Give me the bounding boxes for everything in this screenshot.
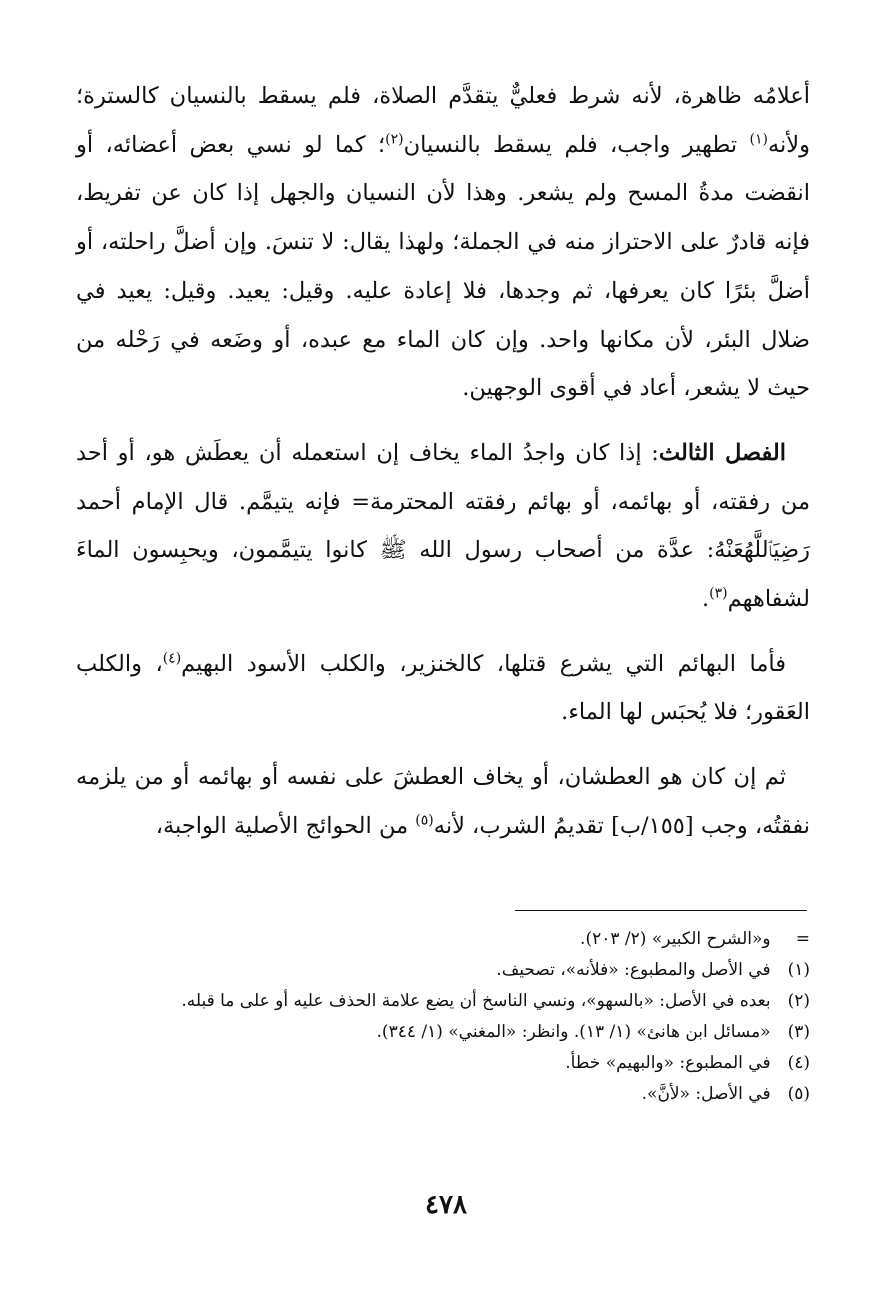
- footnote-number: (١): [787, 960, 810, 980]
- footnote-text: «مسائل ابن هانئ» (١/ ١٣). وانظر: «المغني» (١/ ٣٤٤).: [376, 1022, 771, 1042]
- paragraph-2: [76, 429, 810, 624]
- footnote-3: [76, 1017, 810, 1048]
- footnote-text: في الأصل والمطبوع: «فلأنه»، تصحيف.: [496, 960, 771, 980]
- section-heading: الفصل الثالث: [658, 439, 786, 466]
- footnote-number: (٤): [787, 1053, 810, 1073]
- paragraph-text: من الحوائج الأصلية الواجبة،: [155, 812, 416, 839]
- footnote-marker-2[interactable]: (٢): [385, 131, 404, 148]
- paragraph-text: .: [701, 586, 710, 613]
- paragraph-text: ، والكلب العَقور؛ فلا يُحبَس لها الماء.: [76, 650, 810, 726]
- footnote-number: (٢): [787, 991, 810, 1011]
- page-number: ٤٧٨: [425, 1190, 467, 1220]
- footnote-continuation: [76, 924, 810, 955]
- footnote-4: [76, 1048, 810, 1079]
- footnote-text: في المطبوع: «والبهيم» خطأ.: [565, 1053, 771, 1073]
- main-text: [76, 72, 810, 851]
- paragraph-1: [76, 72, 810, 413]
- footnote-number: (٥): [787, 1084, 810, 1104]
- footnote-1: [76, 955, 810, 986]
- footnote-marker-5[interactable]: (٥): [415, 812, 434, 829]
- footnote-number: (٣): [787, 1022, 810, 1042]
- paragraph-text: ؛ كما لو نسي بعض أعضائه، أو انقضت مدةُ المسح ولم يشعر. وهذا لأن النسيان والجهل إذا كان عن تفريط، فإنه قادرٌ على الاحتراز منه في الجملة؛ ولهذا يقال: لا تنسَ. وإن أضلَّ راحلته، أو أضلَّ بئرًا كان يعرفها، ثم وجدها، فلا إعادة عليه. وقيل: يعيد. وقيل: يعيد في ضلال البئر، لأن مكانها واحد. وإن كان الماء مع عبده، أو وضَعه في رَحْله من حيث لا يشعر، أعاد في أقوى الوجهين.: [76, 131, 810, 402]
- footnote-text: بعده في الأصل: «بالسهو»، ونسي الناسخ أن يضع علامة الحذف عليه أو على ما قبله.: [181, 991, 771, 1011]
- paragraph-text: : إذا كان واجدُ الماء يخاف إن استعمله أن يعطَش هو، أو أحد من رفقته، أو بهائمه، أو بهائم رفقته المحترمة= فإنه يتيمَّم. قال الإمام أحمد رَضِيَٱللَّهُعَنْهُ: عدَّة من أصحاب رسول الله ﷺ كانوا يتيمَّمون، ويحبِسون الماءَ لشفاههم: [76, 439, 810, 613]
- paragraph-4: [76, 753, 810, 850]
- footnote-2: [76, 986, 810, 1017]
- footnotes: [76, 924, 810, 1110]
- paragraph-text: فأما البهائم التي يشرع قتلها، كالخنزير، والكلب الأسود البهيم: [181, 650, 786, 677]
- footnote-marker-1[interactable]: (١): [749, 131, 768, 148]
- paragraph-3: [76, 640, 810, 737]
- footnote-marker-3[interactable]: (٣): [709, 585, 728, 602]
- paragraph-text: ثم إن كان هو العطشان، أو يخاف العطشَ على نفسه أو بهائمه أو من يلزمه نفقتُه، وجب [١٥٥/ب] تقديمُ الشرب، لأنه: [76, 764, 810, 839]
- footnote-divider: [515, 910, 807, 911]
- paragraph-text: تطهير واجب، فلم يسقط بالنسيان: [403, 131, 750, 158]
- paragraph-text: أعلامُه ظاهرة، لأنه شرط فعليٌّ يتقدَّم الصلاة، فلم يسقط بالنسيان كالسترة؛ ولأنه: [76, 83, 810, 158]
- footnote-marker-4[interactable]: (٤): [162, 650, 182, 667]
- footnote-5: [76, 1079, 810, 1110]
- footnote-text: و«الشرح الكبير» (٢/ ٢٠٣).: [580, 929, 771, 949]
- footnote-text: في الأصل: «لأنَّ».: [641, 1084, 771, 1104]
- footnote-number: =: [795, 929, 810, 949]
